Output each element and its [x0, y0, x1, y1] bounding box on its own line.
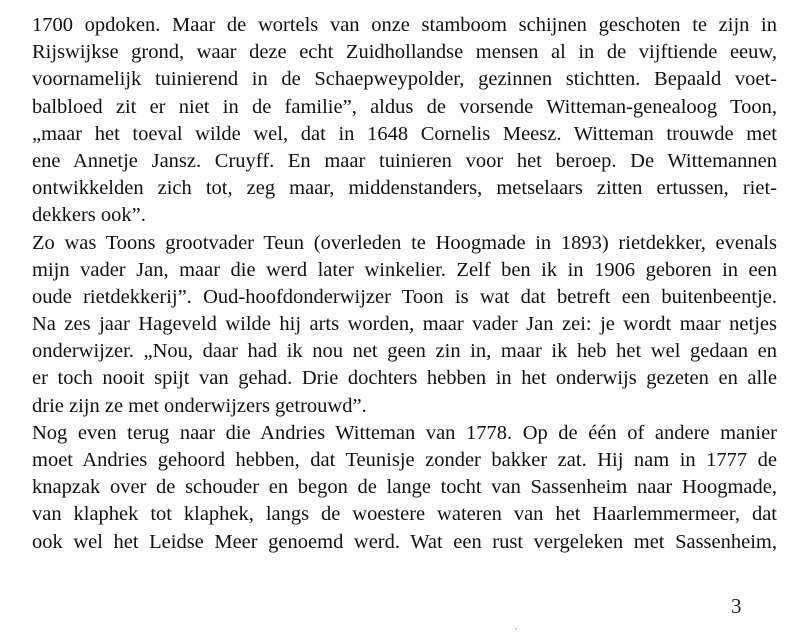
text-line: 1700 opdoken. Maar de wortels van onze stamboom schijnen geschoten te zijn in — [32, 14, 777, 36]
text-line: ontwikkelden zich tot, zeg maar, middenstanders, metselaars zitten ertussen, riet- — [32, 177, 777, 200]
text-line: Rijswijkse grond, waar deze echt Zuidhollandse mensen al in de vijftiende eeuw, — [32, 41, 777, 64]
text-line-paragraph-end: dekkers ook”. — [32, 204, 146, 227]
text-line: Na zes jaar Hageveld wilde hij arts worden, maar vader Jan zei: je wordt maar netjes — [32, 313, 777, 336]
page-number: 3 — [731, 594, 742, 618]
text-line: „maar het toeval wilde wel, dat in 1648 Cornelis Meesz. Witteman trouwde met — [32, 122, 777, 145]
text-line: moet Andries gehoord hebben, dat Teunisje zonder bakker zat. Hij nam in 1777 de — [32, 449, 777, 471]
text-line: ene Annetje Jansz. Cruyff. En maar tuinieren voor het beroep. De Wittemannen — [32, 149, 777, 172]
body-text — [32, 12, 777, 556]
text-line: voornamelijk tuinierend in de Schaepweypolder, gezinnen stichtten. Bepaald voet- — [32, 68, 777, 91]
text-line-paragraph-end: drie zijn ze met onderwijzers getrouwd”. — [32, 394, 367, 417]
text-line: Nog even terug naar die Andries Witteman van 1778. Op de één of andere manier — [32, 421, 777, 444]
text-line: er toch nooit spijt van gehad. Drie dochters hebben in het onderwijs gezeten en alle — [32, 367, 777, 390]
scan-speck — [515, 628, 517, 630]
text-line: ook wel het Leidse Meer genoemd werd. Wat een rust vergeleken met Sassenheim, — [32, 530, 777, 553]
text-line: oude rietdekkerij”. Oud-hoofdonderwijzer Toon is wat dat betreft een buitenbeentje. — [32, 285, 777, 308]
text-line: knapzak over de schouder en begon de lange tocht van Sassenheim naar Hoogmade, — [32, 476, 777, 499]
text-line: van klaphek tot klaphek, langs de woestere wateren van het Haarlemmermeer, dat — [32, 503, 777, 526]
text-line: balbloed zit er niet in de familie”, aldus de vorsende Witteman-genealoog Toon, — [32, 95, 777, 118]
text-line: onderwijzer. „Nou, daar had ik nou net geen zin in, maar ik heb het wel gedaan en — [32, 340, 777, 363]
text-line: mijn vader Jan, maar die werd later winkelier. Zelf ben ik in 1906 geboren in een — [32, 258, 777, 281]
text-line: Zo was Toons grootvader Teun (overleden te Hoogmade in 1893) rietdekker, evenals — [32, 231, 777, 254]
